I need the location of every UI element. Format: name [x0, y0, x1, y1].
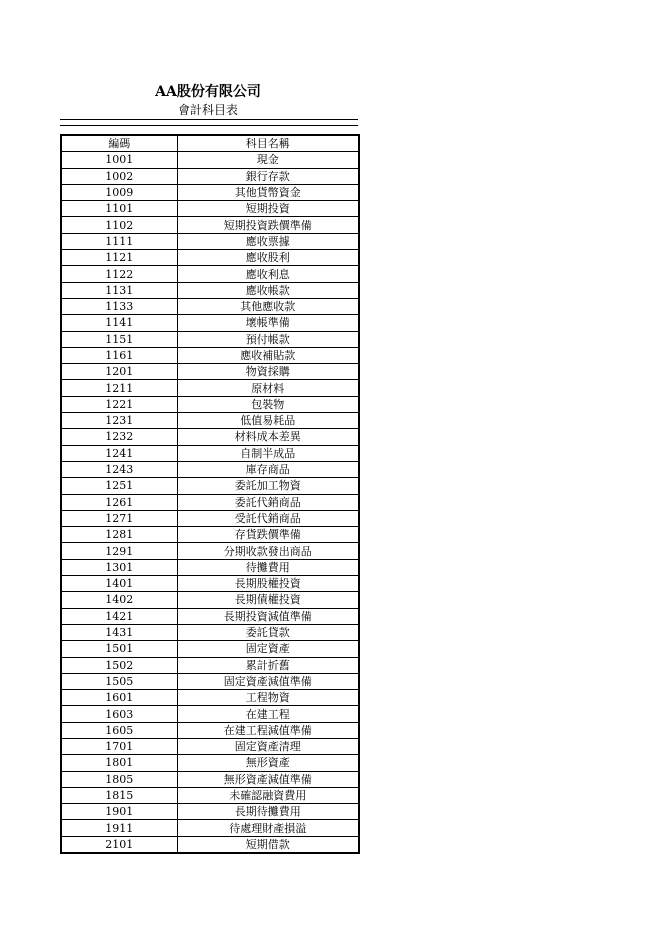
account-code-cell: 1243: [61, 461, 177, 477]
account-code-cell: 1281: [61, 527, 177, 543]
account-name-cell: 包裝物: [177, 396, 359, 412]
account-name-cell: 累計折舊: [177, 657, 359, 673]
table-row: [61, 657, 359, 673]
table-row: [61, 527, 359, 543]
account-code-cell: 1815: [61, 787, 177, 803]
table-row: [61, 250, 359, 266]
account-name-cell: 應收補貼款: [177, 347, 359, 363]
table-row: [61, 510, 359, 526]
table-row: [61, 690, 359, 706]
table-row: [61, 201, 359, 217]
account-code-cell: 1601: [61, 690, 177, 706]
account-code-cell: 1603: [61, 706, 177, 722]
account-code-cell: 1271: [61, 510, 177, 526]
table-row: [61, 804, 359, 820]
account-code-cell: 1122: [61, 266, 177, 282]
account-code-cell: 1401: [61, 576, 177, 592]
account-name-cell: 分期收款發出商品: [177, 543, 359, 559]
account-code-cell: 1911: [61, 820, 177, 836]
account-name-cell: 存貨跌價準備: [177, 527, 359, 543]
account-name-cell: 固定資產清理: [177, 738, 359, 754]
account-name-cell: 應收帳款: [177, 282, 359, 298]
table-row: [61, 266, 359, 282]
account-code-cell: 1291: [61, 543, 177, 559]
account-name-cell: 長期債權投資: [177, 592, 359, 608]
account-name-cell: 低值易耗品: [177, 413, 359, 429]
table-row: [61, 576, 359, 592]
account-name-cell: 短期投資: [177, 201, 359, 217]
account-code-cell: 1141: [61, 315, 177, 331]
account-code-cell: 1251: [61, 478, 177, 494]
account-code-cell: 1101: [61, 201, 177, 217]
table-row: [61, 315, 359, 331]
account-code-cell: 1261: [61, 494, 177, 510]
account-name-cell: 受託代銷商品: [177, 510, 359, 526]
table-row: [61, 641, 359, 657]
table-row: [61, 298, 359, 314]
account-name-cell: 無形資產: [177, 755, 359, 771]
table-row: [61, 461, 359, 477]
account-name-cell: 短期投資跌價準備: [177, 217, 359, 233]
account-code-cell: 1211: [61, 380, 177, 396]
account-name-cell: 應收票據: [177, 233, 359, 249]
header-rule-thin: [60, 125, 358, 126]
account-name-cell: 待攤費用: [177, 559, 359, 575]
account-name-cell: 固定資產減值準備: [177, 673, 359, 689]
account-name-cell: 短期借款: [177, 836, 359, 853]
table-row: [61, 184, 359, 200]
account-code-cell: 1001: [61, 152, 177, 168]
account-name-cell: 未確認融資費用: [177, 787, 359, 803]
table-row: [61, 787, 359, 803]
account-name-cell: 工程物資: [177, 690, 359, 706]
account-name-cell: 無形資產減值準備: [177, 771, 359, 787]
table-body: [61, 152, 359, 853]
account-name-cell: 在建工程減值準備: [177, 722, 359, 738]
table-row: [61, 706, 359, 722]
table-row: [61, 413, 359, 429]
account-name-cell: 固定資產: [177, 641, 359, 657]
account-code-cell: 1161: [61, 347, 177, 363]
account-code-cell: 1131: [61, 282, 177, 298]
account-name-cell: 壞帳準備: [177, 315, 359, 331]
account-code-cell: 1009: [61, 184, 177, 200]
column-header-account-name: 科目名稱: [177, 135, 359, 152]
account-code-cell: 1002: [61, 168, 177, 184]
account-code-cell: 1231: [61, 413, 177, 429]
table-row: [61, 543, 359, 559]
table-row: [61, 380, 359, 396]
table-row: [61, 217, 359, 233]
header-rule-thick: [60, 119, 358, 120]
sheet-title: 會計科目表: [177, 103, 238, 117]
account-name-cell: 委託代銷商品: [177, 494, 359, 510]
account-name-cell: 長期待攤費用: [177, 804, 359, 820]
table-row: [61, 331, 359, 347]
account-code-cell: 1505: [61, 673, 177, 689]
table-row: [61, 624, 359, 640]
table-header-row: [61, 135, 359, 152]
table-row: [61, 429, 359, 445]
account-code-cell: 1801: [61, 755, 177, 771]
table-row: [61, 820, 359, 836]
account-name-cell: 材料成本差異: [177, 429, 359, 445]
account-name-cell: 長期股權投資: [177, 576, 359, 592]
account-code-cell: 1111: [61, 233, 177, 249]
table-row: [61, 364, 359, 380]
table-row: [61, 738, 359, 754]
table-row: [61, 755, 359, 771]
company-name: AA股份有限公司: [155, 84, 261, 100]
account-name-cell: 其他應收款: [177, 298, 359, 314]
account-code-cell: 1133: [61, 298, 177, 314]
table-row: [61, 494, 359, 510]
account-code-cell: 2101: [61, 836, 177, 853]
account-code-cell: 1431: [61, 624, 177, 640]
account-name-cell: 應收股利: [177, 250, 359, 266]
account-code-cell: 1605: [61, 722, 177, 738]
account-code-cell: 1501: [61, 641, 177, 657]
account-code-cell: 1701: [61, 738, 177, 754]
account-name-cell: 委託貸款: [177, 624, 359, 640]
account-name-cell: 在建工程: [177, 706, 359, 722]
account-name-cell: 物資採購: [177, 364, 359, 380]
table-row: [61, 168, 359, 184]
table-row: [61, 608, 359, 624]
column-header-code: 編碼: [61, 135, 177, 152]
account-name-cell: 原材料: [177, 380, 359, 396]
table-row: [61, 396, 359, 412]
account-name-cell: 應收利息: [177, 266, 359, 282]
table-row: [61, 836, 359, 853]
account-name-cell: 現金: [177, 152, 359, 168]
account-name-cell: 委託加工物資: [177, 478, 359, 494]
account-name-cell: 自制半成品: [177, 445, 359, 461]
account-code-cell: 1151: [61, 331, 177, 347]
table-row: [61, 559, 359, 575]
account-name-cell: 預付帳款: [177, 331, 359, 347]
table-row: [61, 722, 359, 738]
account-code-cell: 1232: [61, 429, 177, 445]
account-code-cell: 1402: [61, 592, 177, 608]
account-name-cell: 銀行存款: [177, 168, 359, 184]
table-row: [61, 282, 359, 298]
account-code-cell: 1221: [61, 396, 177, 412]
account-name-cell: 待處理財產損溢: [177, 820, 359, 836]
account-code-cell: 1201: [61, 364, 177, 380]
table-row: [61, 347, 359, 363]
account-code-cell: 1805: [61, 771, 177, 787]
account-code-cell: 1301: [61, 559, 177, 575]
account-code-cell: 1121: [61, 250, 177, 266]
table-row: [61, 445, 359, 461]
table-row: [61, 771, 359, 787]
table-row: [61, 233, 359, 249]
table-row: [61, 152, 359, 168]
chart-of-accounts-table: [60, 134, 360, 854]
table-row: [61, 478, 359, 494]
account-code-cell: 1241: [61, 445, 177, 461]
table-row: [61, 592, 359, 608]
account-code-cell: 1901: [61, 804, 177, 820]
account-name-cell: 長期投資減值準備: [177, 608, 359, 624]
account-code-cell: 1421: [61, 608, 177, 624]
table-row: [61, 673, 359, 689]
account-name-cell: 庫存商品: [177, 461, 359, 477]
account-code-cell: 1502: [61, 657, 177, 673]
account-name-cell: 其他貨幣資金: [177, 184, 359, 200]
account-code-cell: 1102: [61, 217, 177, 233]
